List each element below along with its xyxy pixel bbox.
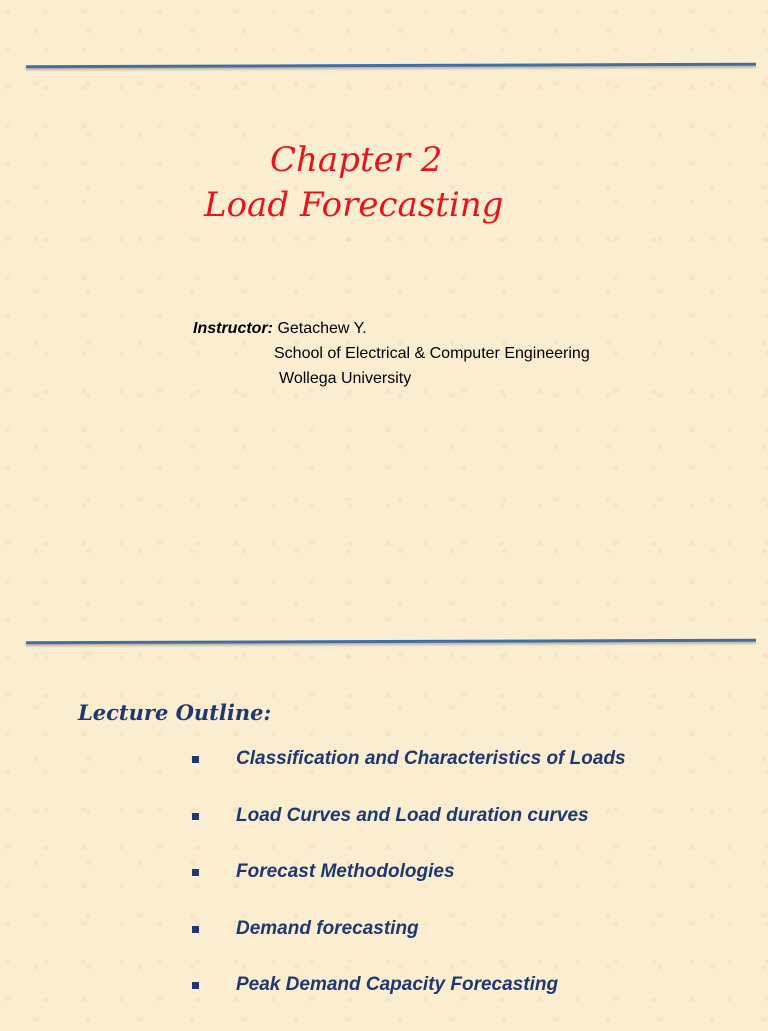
outline-heading: Lecture Outline: <box>78 700 272 725</box>
outline-list <box>192 748 626 1031</box>
outline-item <box>192 974 626 1031</box>
outline-item <box>192 861 626 918</box>
outline-item-text: Classification and Characteristics of Loads <box>236 748 626 769</box>
outline-item-text: Forecast Methodologies <box>236 861 455 882</box>
outline-item <box>192 748 626 805</box>
outline-item <box>192 805 626 862</box>
outline-item-text: Demand forecasting <box>236 917 419 939</box>
outline-item <box>192 918 626 975</box>
bullet-icon <box>192 813 199 820</box>
bullet-icon <box>192 926 199 933</box>
outline-item-text: Peak Demand Capacity Forecasting <box>236 974 559 995</box>
chapter-title: Chapter 2 <box>270 140 443 180</box>
instructor-label: Instructor: <box>193 320 273 337</box>
instructor-university: Wollega University <box>279 370 412 387</box>
instructor-name: Getachew Y. <box>273 320 367 337</box>
chapter-subtitle: Load Forecasting <box>204 185 504 225</box>
middle-divider <box>26 639 756 645</box>
bullet-icon <box>192 982 199 989</box>
bullet-icon <box>192 756 199 763</box>
top-divider <box>26 63 756 69</box>
bullet-icon <box>192 869 199 876</box>
instructor-school: School of Electrical & Computer Engineering <box>274 345 590 362</box>
instructor-line <box>193 320 367 338</box>
outline-item-text: Load Curves and Load duration curves <box>236 804 589 826</box>
